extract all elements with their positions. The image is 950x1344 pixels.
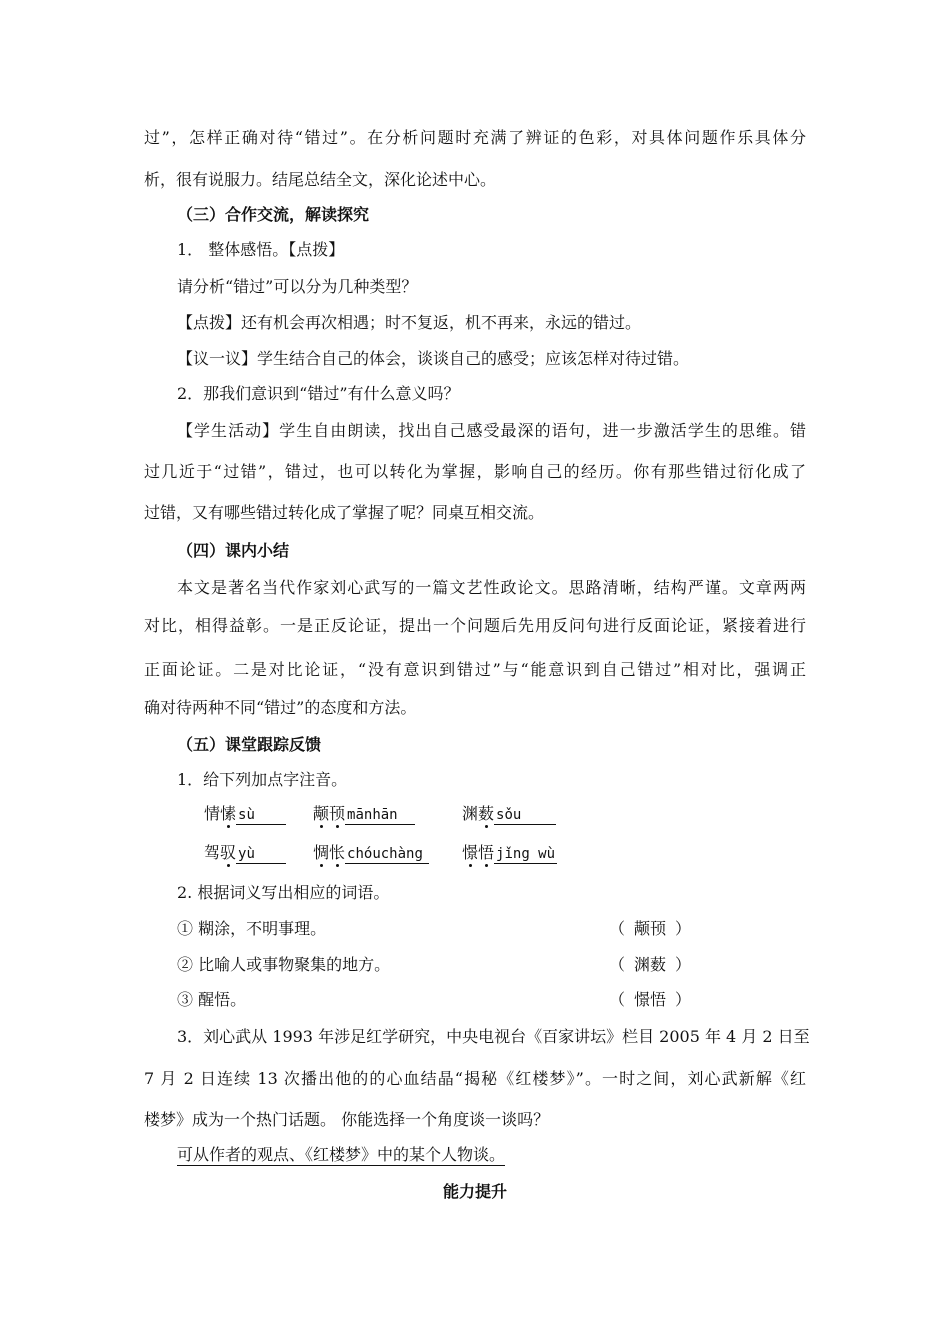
summary-line: 本文是著名当代作家刘心武写的一篇文艺性政论文。思路清晰，结构严谨。文章两两 [177, 578, 806, 597]
summary-line: 确对待两种不同“错过”的态度和方法。 [144, 698, 417, 717]
section-title: 能力提升 [442, 1182, 507, 1201]
pinyin-item: 情愫 sù [204, 804, 286, 825]
dotted-char: 薮 [478, 804, 495, 823]
body-line: 析，很有说服力。结尾总结全文，深化论述中心。 [144, 170, 497, 189]
definition-text: ② 比喻人或事物聚集的地方。 [177, 955, 391, 974]
dotted-char: 惆 [313, 843, 330, 862]
definition-answer: （ 憬悟 ） [609, 990, 691, 1009]
definition-answer: （ 渊薮 ） [609, 955, 691, 974]
definition-text: ③ 醒悟。 [177, 990, 247, 1009]
dotted-char: 愫 [220, 804, 237, 823]
hint-text: 【点拨】还有机会再次相遇；时不复返，机不再来，永远的错过。 [177, 313, 642, 332]
body-line: 过”，怎样正确对待“错过”。在分析问题时充满了辨证的色彩，对具体问题作乐具体分 [144, 128, 806, 147]
discussion-text: 【议一议】学生结合自己的体会，谈谈自己的感受；应该怎样对待过错。 [177, 349, 690, 368]
activity-line: 【学生活动】学生自由朗读，找出自己感受最深的语句，进一步激活学生的思维。错 [177, 421, 806, 440]
exercise-line: 楼梦》成为一个热门话题。 你能选择一个角度谈一谈吗？ [144, 1110, 550, 1129]
dotted-char: 憬 [462, 843, 479, 862]
section-heading: （三）合作交流，解读探究 [177, 205, 370, 224]
summary-line: 正面论证。二是对比论证，“没有意识到错过”与“能意识到自己错过”相对比，强调正 [144, 660, 806, 679]
step-item: 1． 整体感悟。【点拨】 [177, 240, 345, 259]
dotted-char: 悟 [478, 843, 495, 862]
dotted-char: 怅 [329, 843, 346, 862]
answer-line [177, 1145, 505, 1165]
exercise-prompt: 1．给下列加点字注音。 [177, 770, 348, 789]
pinyin-answer: chóuchàng [345, 845, 429, 864]
exercise-line: 7 月 2 日连续 13 次播出他的的心血结晶“揭秘《红楼梦》”。一时之间，刘心武新解《红 [144, 1069, 806, 1088]
definition-answer: （ 颟顸 ） [609, 919, 691, 938]
pinyin-item: 驾驭 yù [204, 843, 286, 864]
underlined-answer: 可从作者的观点、《红楼梦》中的某个人物谈。 [177, 1145, 506, 1164]
pinyin-answer: sǒu [494, 806, 556, 825]
exercise-line: 3．刘心武从 1993 年涉足红学研究，中央电视台《百家讲坛》栏目 2005 年 4 月 2 日至 [177, 1027, 810, 1046]
pinyin-item: 渊薮 sǒu [462, 804, 556, 825]
pinyin-answer: sù [236, 806, 286, 825]
dotted-char: 顸 [329, 804, 346, 823]
activity-line: 过错，又有哪些错过转化成了掌握了呢？同桌互相交流。 [144, 503, 545, 522]
step-item: 2．那我们意识到“错过”有什么意义吗？ [177, 384, 460, 403]
dotted-char: 颟 [313, 804, 330, 823]
pinyin-answer: mānhān [345, 806, 415, 825]
dotted-char: 驭 [220, 843, 237, 862]
pinyin-answer: jǐng wù [496, 846, 556, 862]
pinyin-item [462, 843, 557, 864]
pinyin-item [313, 843, 429, 864]
section-heading: （五）课堂跟踪反馈 [177, 735, 322, 754]
definition-text: ① 糊涂，不明事理。 [177, 919, 327, 938]
activity-line: 过几近于“过错”，错过，也可以转化为掌握，影响自己的经历。你有那些错过衍化成了 [144, 462, 806, 481]
summary-line: 对比，相得益彰。一是正反论证，提出一个问题后先用反问句进行反面论证，紧接着进行 [144, 616, 806, 635]
question-text: 请分析“错过”可以分为几种类型？ [177, 277, 418, 296]
pinyin-answer: yù [236, 845, 286, 864]
pinyin-item [313, 804, 415, 825]
section-heading: （四）课内小结 [177, 541, 290, 560]
exercise-prompt: 2. 根据词义写出相应的词语。 [177, 883, 390, 902]
